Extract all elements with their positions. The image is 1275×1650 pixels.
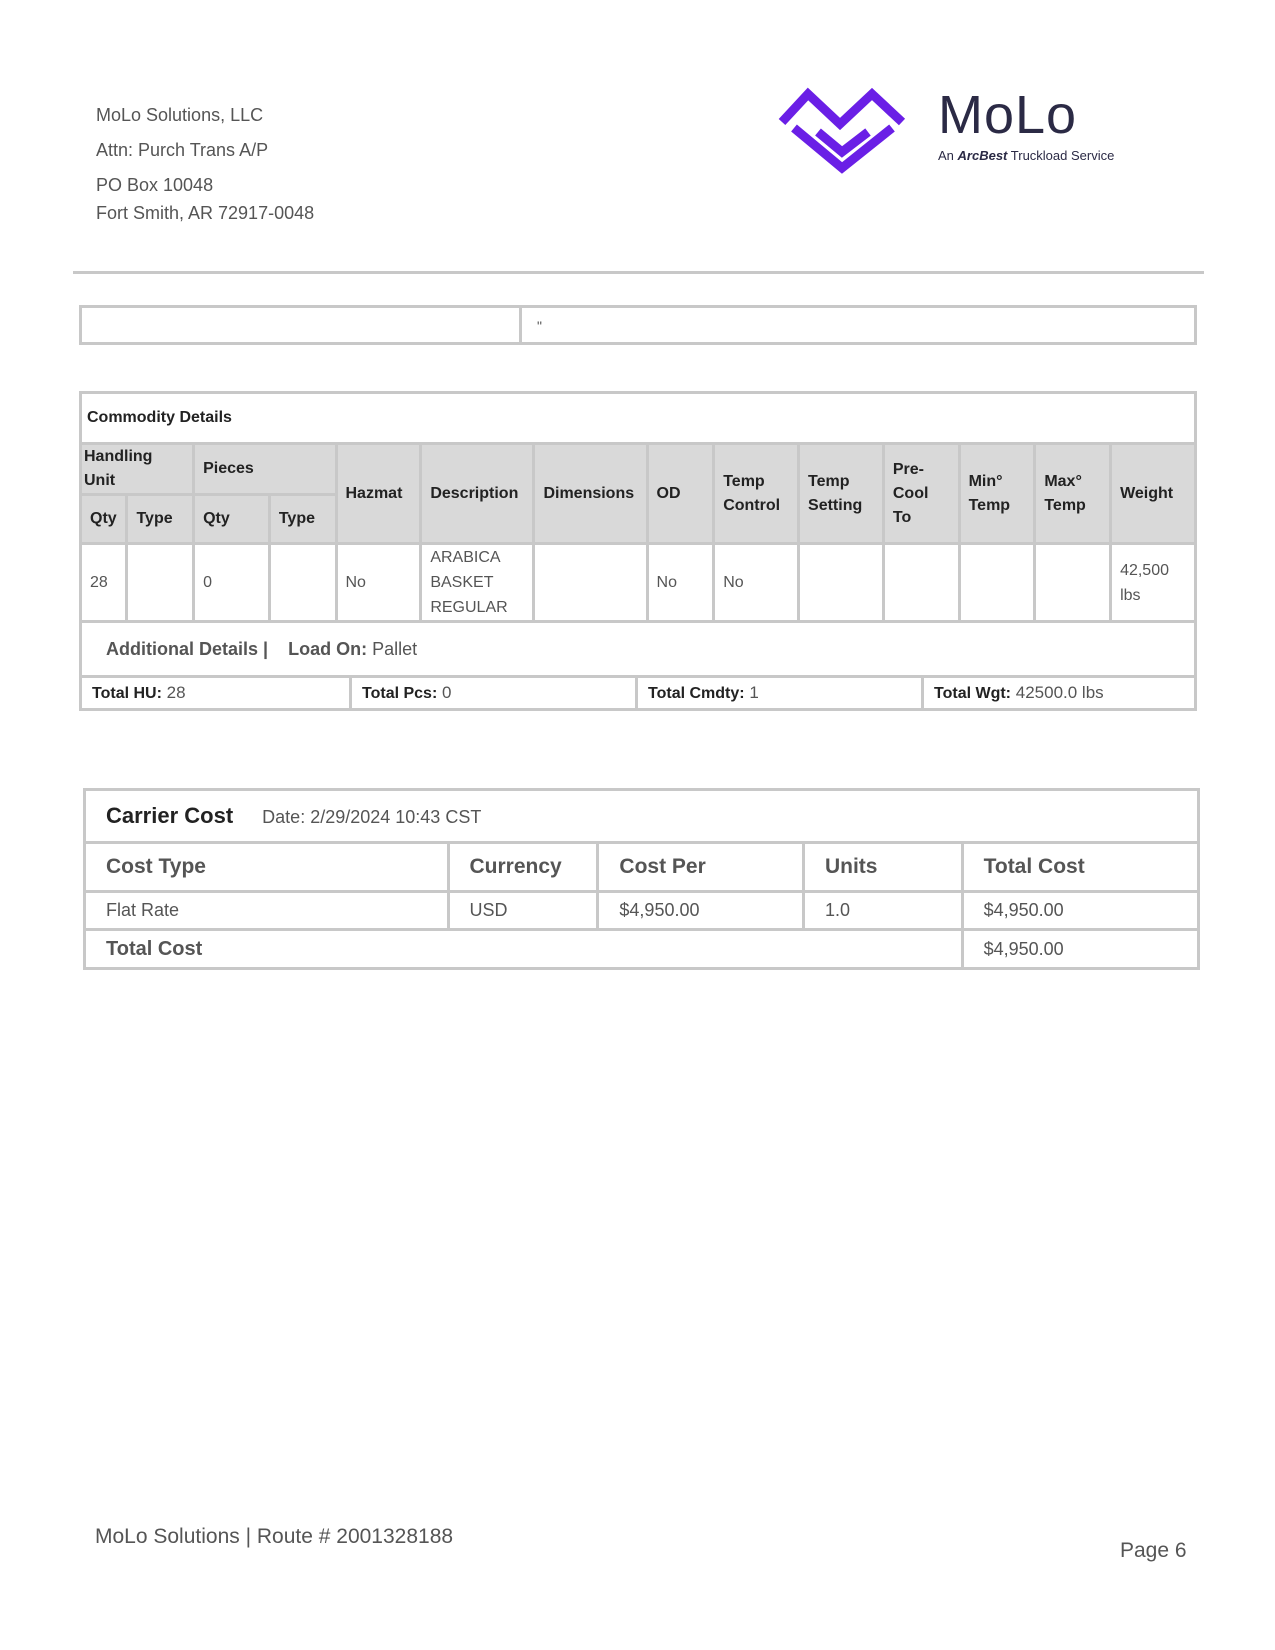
col-cost-per: Cost Per — [598, 843, 804, 892]
col-cost-type: Cost Type — [85, 843, 449, 892]
cell-temp-control: No — [714, 544, 799, 622]
info-box-divider — [519, 308, 522, 342]
cell-description: ARABICA BASKET REGULAR — [421, 544, 534, 622]
cell-weight: 42,500 lbs — [1111, 544, 1196, 622]
total-pcs-label: Total Pcs: — [362, 685, 438, 702]
total-cmdty — [638, 678, 924, 708]
cell-dimensions — [534, 544, 647, 622]
header-hu-type: Type — [127, 495, 194, 544]
cell-hazmat: No — [336, 544, 421, 622]
molo-logo-mark-icon — [778, 84, 910, 176]
cell-od: No — [647, 544, 714, 622]
col-currency: Currency — [448, 843, 598, 892]
header-handling-unit: Handling Unit — [81, 444, 194, 495]
logo-tag-prefix: An — [938, 148, 954, 163]
address-attn: Attn: Purch Trans A/P — [96, 140, 269, 160]
cell-cost-per: $4,950.00 — [598, 892, 804, 930]
carrier-cost-title: Carrier Cost — [106, 803, 234, 828]
page-number: Page 6 — [1120, 1539, 1187, 1562]
cell-pc-type — [269, 544, 336, 622]
cell-max-temp — [1035, 544, 1111, 622]
header-weight: Weight — [1111, 444, 1196, 544]
logo-tag-suffix: Truckload Service — [1010, 148, 1115, 163]
info-box — [79, 305, 1197, 345]
header-pc-type: Type — [269, 495, 336, 544]
total-hu-value: 28 — [166, 683, 186, 702]
total-cmdty-label: Total Cmdty: — [648, 685, 745, 702]
cell-hu-type — [127, 544, 194, 622]
header-divider — [73, 271, 1204, 274]
info-box-value: " — [537, 318, 542, 334]
total-wgt — [924, 678, 1194, 708]
table-row — [85, 892, 1199, 930]
molo-logo — [778, 84, 1158, 176]
header-temp-setting: Temp Setting — [799, 444, 884, 544]
cell-pre-cool — [883, 544, 959, 622]
header-pre-cool: Pre-Cool To — [883, 444, 959, 544]
total-hu-label: Total HU: — [92, 685, 162, 702]
logo-wordmark: MoLo — [938, 85, 1078, 145]
logo-tagline — [938, 148, 1114, 163]
header-dimensions: Dimensions — [534, 444, 647, 544]
header-temp-control: Temp Control — [714, 444, 799, 544]
header-max-temp: Max° Temp — [1035, 444, 1111, 544]
total-cost-value: $4,950.00 — [962, 930, 1198, 969]
footer-route: MoLo Solutions | Route # 2001328188 — [95, 1525, 454, 1548]
cell-total-cost: $4,950.00 — [962, 892, 1198, 930]
header-min-temp: Min° Temp — [959, 444, 1035, 544]
header-hazmat: Hazmat — [336, 444, 421, 544]
cell-pc-qty: 0 — [194, 544, 270, 622]
logo-tag-brand: ArcBest — [957, 148, 1008, 163]
cell-units: 1.0 — [803, 892, 962, 930]
header-hu-qty: Qty — [81, 495, 127, 544]
totals-row — [81, 677, 1196, 710]
header-pieces: Pieces — [194, 444, 336, 495]
total-pcs — [352, 678, 638, 708]
cell-currency: USD — [448, 892, 598, 930]
address-company: MoLo Solutions, LLC — [96, 105, 264, 125]
cell-min-temp — [959, 544, 1035, 622]
col-units: Units — [803, 843, 962, 892]
total-wgt-label: Total Wgt: — [934, 685, 1012, 702]
cell-cost-type: Flat Rate — [85, 892, 449, 930]
cell-temp-setting — [799, 544, 884, 622]
total-wgt-value: 42500.0 lbs — [1015, 683, 1104, 702]
header-description: Description — [421, 444, 534, 544]
carrier-cost-table — [83, 788, 1200, 970]
cell-hu-qty: 28 — [81, 544, 127, 622]
total-pcs-value: 0 — [442, 683, 452, 702]
additional-details-label: Additional Details | — [106, 638, 269, 659]
total-hu — [82, 678, 352, 708]
carrier-cost-header — [85, 790, 1199, 843]
col-total-cost: Total Cost — [962, 843, 1198, 892]
total-cost-label: Total Cost — [85, 930, 963, 969]
header-od: OD — [647, 444, 714, 544]
carrier-cost-date: Date: 2/29/2024 10:43 CST — [262, 807, 482, 827]
total-cmdty-value: 1 — [749, 683, 759, 702]
address-po-box: PO Box 10048 — [96, 175, 214, 195]
load-on-label: Load On: — [288, 638, 368, 659]
commodity-table — [79, 391, 1197, 711]
header-pc-qty: Qty — [194, 495, 270, 544]
additional-details — [81, 622, 1196, 677]
commodity-title: Commodity Details — [81, 393, 1196, 444]
address-city: Fort Smith, AR 72917-0048 — [96, 203, 315, 223]
table-row — [81, 544, 1196, 622]
load-on-value: Pallet — [372, 638, 418, 659]
